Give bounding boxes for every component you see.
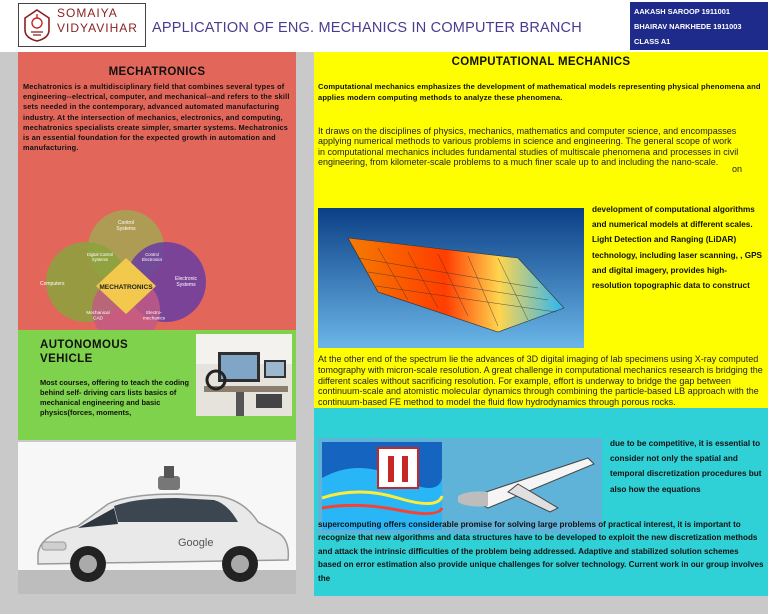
computational-mechanics-panel bbox=[314, 52, 768, 408]
venn-electronic-label-1: Electronic bbox=[175, 276, 197, 282]
svg-text:ElectronicSystems bbox=[175, 276, 197, 288]
mechatronics-panel bbox=[18, 52, 296, 330]
autonomous-vehicle-text: Most courses, offering to teach the coding behind self- driving cars lists basics of mechanical engineering and basic physics(forces, moments, bbox=[40, 378, 190, 417]
computational-overflow-word: on bbox=[732, 164, 743, 174]
car-brand-text: Google bbox=[178, 537, 214, 549]
venn-cad-label-2: CAD bbox=[93, 315, 103, 321]
fe-mesh-simulation-image bbox=[318, 208, 584, 348]
mechatronics-text: Mechatronics is a multidisciplinary field that combines several types of engineering--electrical, computer, and mechanical--and refers to the skill sets needed in the contemporary, advanced automated manufacturing industry. At the intersection of mechanics, electronics, and computing, mechatronics specialists create simpler, smarter systems. Mechatronics is an essential foundation for the expected growth in automation and manufacturing. bbox=[23, 82, 290, 153]
venn-electronic-label-2: Systems bbox=[176, 282, 196, 288]
venn-control-label-2: Systems bbox=[116, 226, 136, 232]
venn-control-electronics-label-2: Electronics bbox=[141, 257, 163, 262]
authors-box bbox=[630, 2, 768, 50]
logo bbox=[18, 3, 146, 47]
computational-intro: Computational mechanics emphasizes the development of mathematical models representing physical phenomena and applies modern computing methods to analyze these phenomena. bbox=[318, 82, 761, 102]
supercomputing-side-text: due to be competitive, it is essential to consider not only the spatial and temporal discretization procedures but also how the equations bbox=[610, 439, 762, 494]
mechatronics-venn-diagram bbox=[26, 210, 226, 330]
author-1: AAKASH SAROOP 1911001 bbox=[634, 7, 730, 16]
self-driving-car-photo bbox=[18, 442, 296, 594]
autonomous-vehicle-panel bbox=[18, 330, 296, 440]
header bbox=[0, 0, 768, 52]
university-emblem-icon bbox=[23, 8, 51, 42]
venn-control-electronics-label-1: Control bbox=[145, 252, 159, 257]
venn-electromech-label-1: Electro- bbox=[146, 310, 162, 315]
venn-digital-control-label-1: Digital Control bbox=[86, 252, 114, 257]
computational-mechanics-title: COMPUTATIONAL MECHANICS bbox=[451, 56, 631, 68]
supercomputing-text: supercomputing offers considerable promise for solving large problems of practical interest, it is important to recognize that new algorithms and data structures have to be developed to exploit the new discretization methods and attack the intrinsic difficulties of the problem being addressed. Adaptive and stabilized solution schemes based on error estimation also provide unique challenges for solver technology. Current work in our group involves the bbox=[318, 520, 764, 583]
svg-text:ControlSystems bbox=[116, 220, 136, 232]
driving-simulator-photo bbox=[196, 334, 292, 416]
venn-digital-control-label-2: Systems bbox=[91, 257, 109, 262]
logo-line2: VIDYAVIHAR bbox=[57, 21, 138, 35]
computational-side-text: development of computational algorithms and numerical models at different scales. Light Detection and Ranging (LiDAR) technology, including laser scanning, , GPS and digital imagery, provides high-resolution topographic data to construct bbox=[592, 205, 762, 291]
venn-control-label-1: Control bbox=[117, 220, 135, 226]
class-label: CLASS A1 bbox=[634, 37, 671, 46]
venn-cad-label-1: Mechanical bbox=[86, 310, 110, 315]
computational-multiscale-text: At the other end of the spectrum lie the advances of 3D digital imaging of lab specimens using X-ray computed tomography with micron-scale resolution. A great challenge in computational mechanics research is bridging the different scales without sacrificing resolution. For example, effort is underway to bridge the gap between continuum-scale and atomistic molecular dynamics through combining the particle-based LB approach with the continuum-based FE method to model the fluid flow hydrodynamics through porous rocks. bbox=[318, 354, 763, 408]
car-image bbox=[18, 442, 296, 594]
logo-text bbox=[57, 6, 138, 36]
venn-center-label: MECHATRONICS bbox=[99, 284, 153, 291]
page-title: APPLICATION OF ENG. MECHANICS IN COMPUTER BRANCH bbox=[152, 20, 582, 36]
venn-computers-label: Computers bbox=[40, 281, 65, 287]
autonomous-vehicle-title: AUTONOMOUS VEHICLE bbox=[40, 339, 129, 365]
author-2: BHAIRAV NARKHEDE 1911003 bbox=[634, 22, 742, 31]
supercomputing-panel bbox=[314, 408, 768, 596]
venn-electromech-label-2: mechanics bbox=[143, 315, 165, 321]
mechatronics-title: MECHATRONICS bbox=[108, 66, 206, 78]
logo-line1: SOMAIYA bbox=[57, 6, 118, 20]
computational-scope-text: It draws on the disciplines of physics, mechanics, mathematics and computer science, and encompasses applying numerical methods to various problems in science and engineering. The general scope of work in computational mechanics includes fundamental studies of multiscale phenomena and processes in civil engineering, from kilometer-scale problems to a much finer scale up to and including the nano-scale. bbox=[318, 126, 739, 167]
